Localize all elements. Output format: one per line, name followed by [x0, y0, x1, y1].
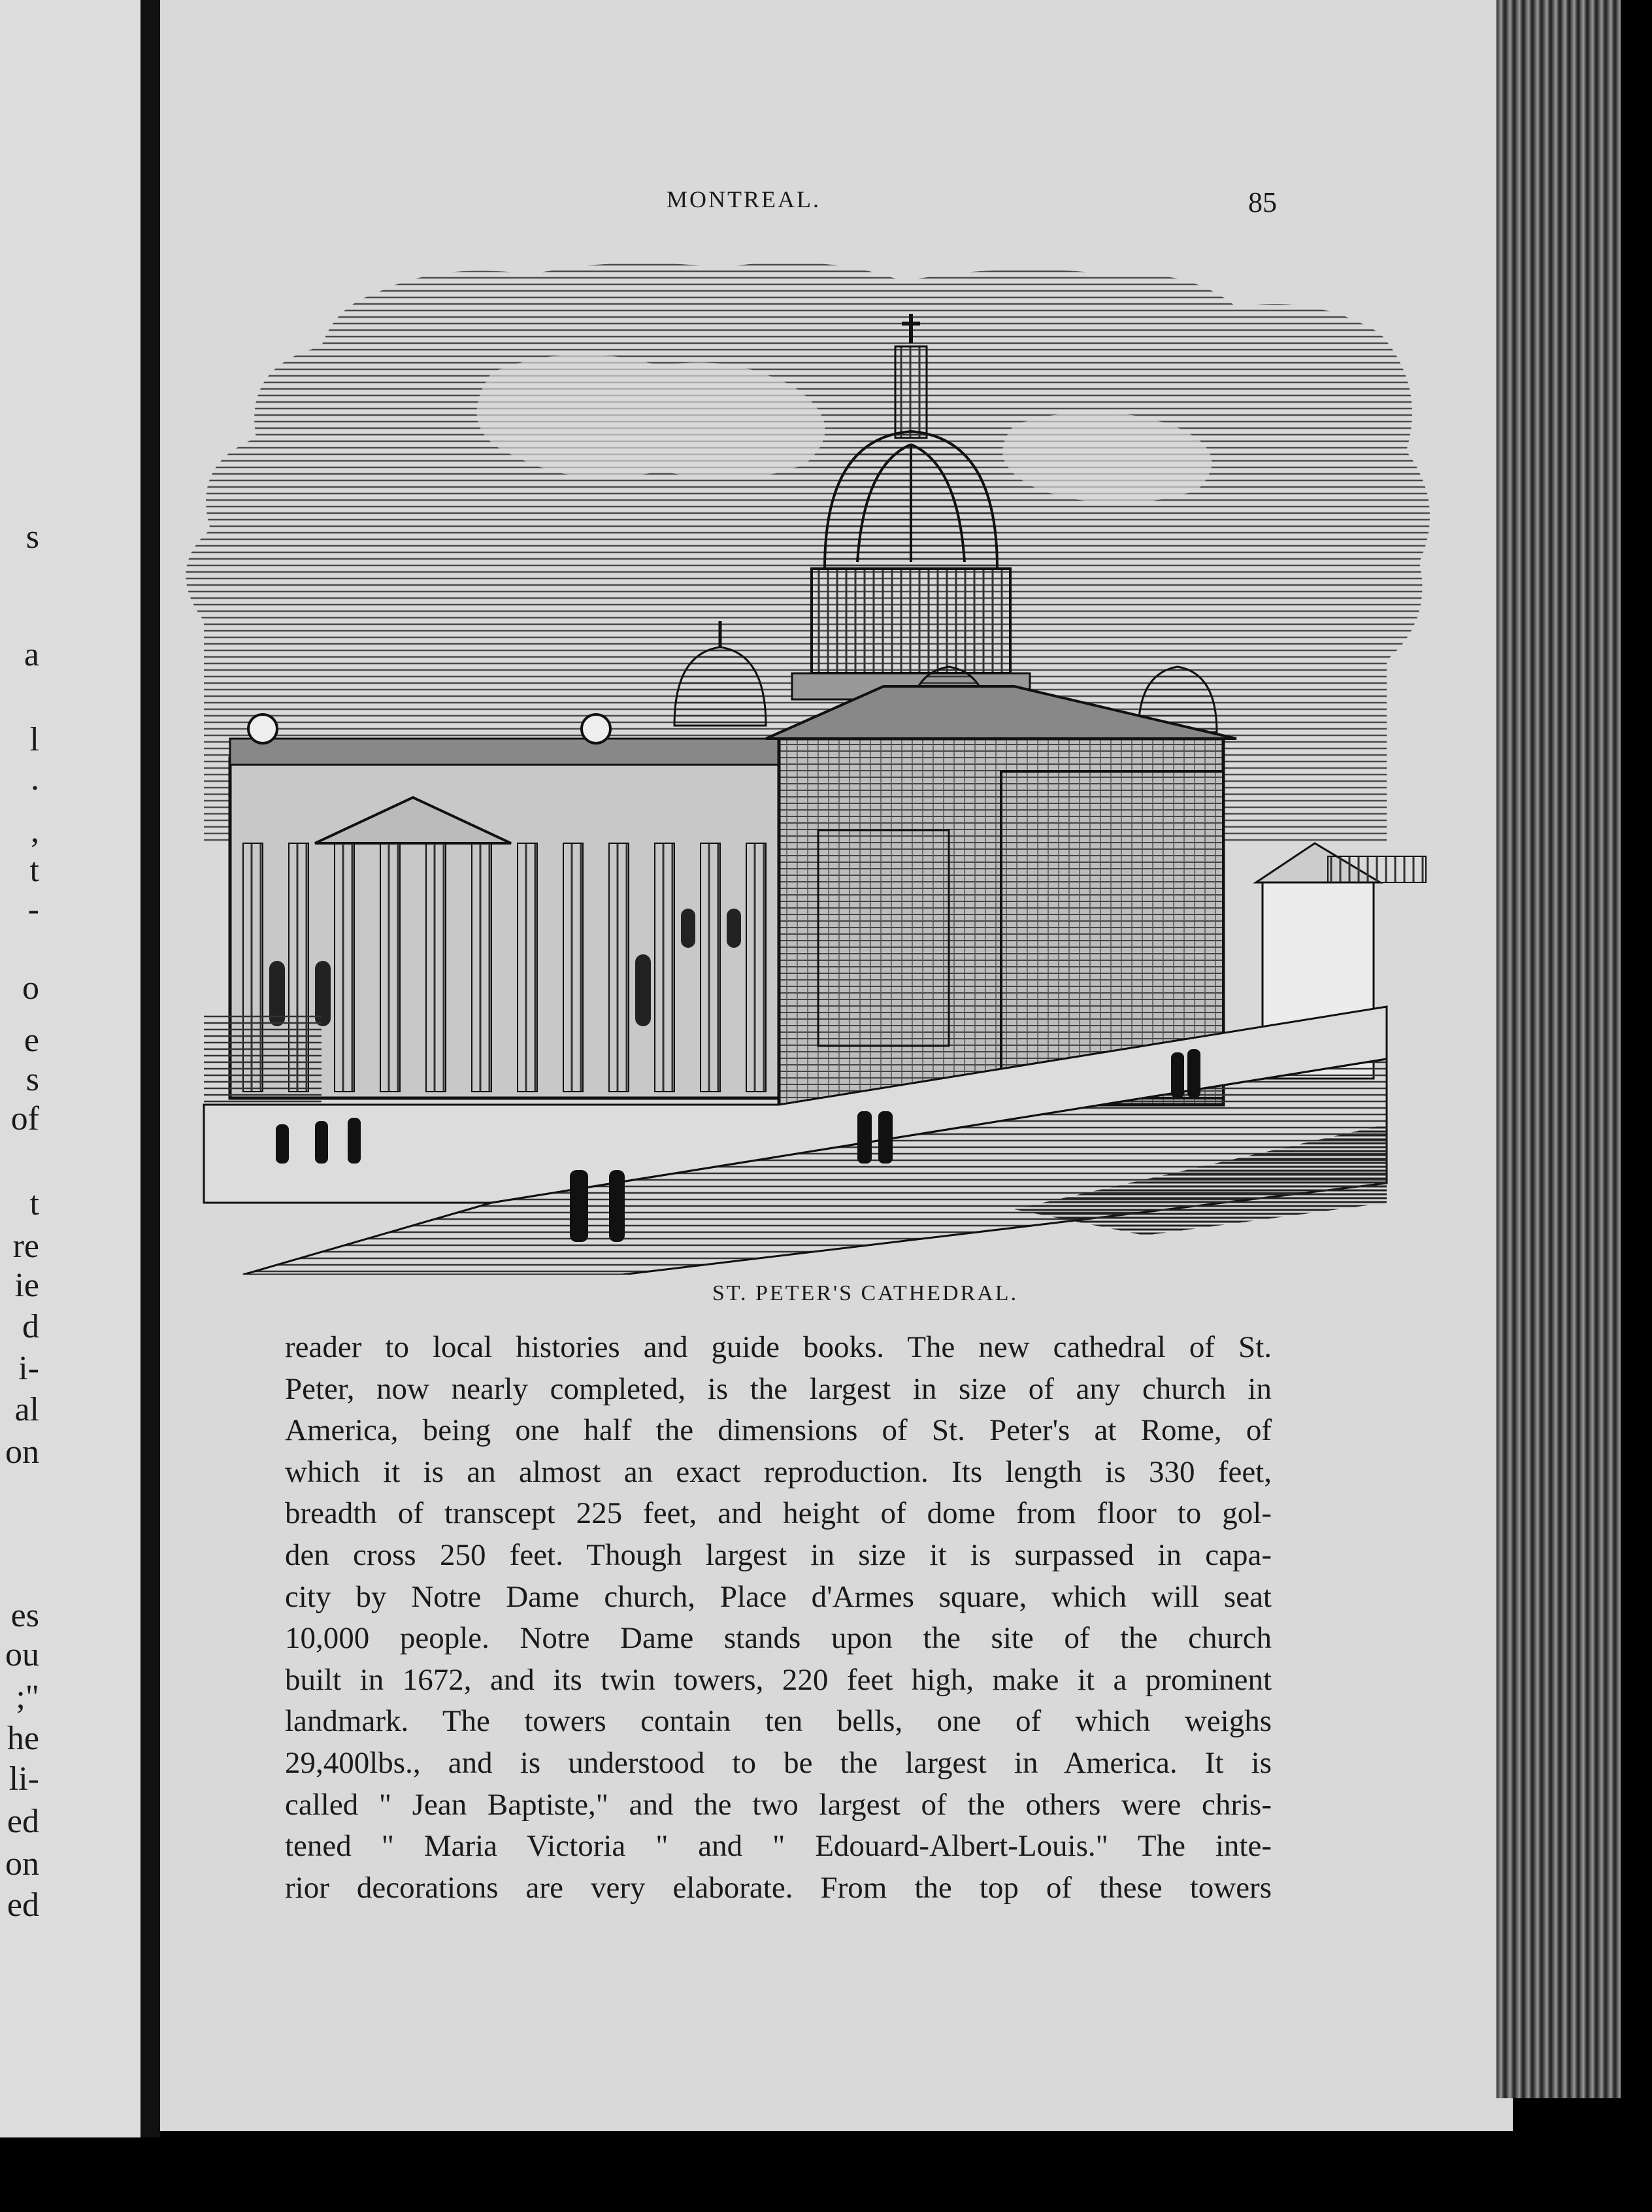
text-line: tened " Maria Victoria " and " Edouard-Albert-Louis." The inte- [285, 1829, 1272, 1864]
text-line: city by Notre Dame church, Place d'Armes square, which will seat [285, 1579, 1272, 1614]
left-fragment: s [25, 518, 39, 556]
left-fragment: of [10, 1100, 39, 1137]
text-line: 29,400lbs., and is understood to be the largest in America. It is [285, 1745, 1272, 1780]
left-fragment: al [14, 1391, 39, 1428]
left-fragment: on [5, 1433, 39, 1471]
cathedral-engraving [165, 255, 1438, 1275]
left-fragment: on [5, 1845, 39, 1883]
left-fragment: ie [14, 1267, 39, 1304]
left-fragment: he [7, 1720, 39, 1757]
left-fragment: ;" [16, 1679, 39, 1716]
left-fragment: ed [7, 1886, 39, 1924]
left-fragment: ed [7, 1803, 39, 1840]
text-line: America, being one half the dimensions of St. Peter's at Rome, of [285, 1413, 1272, 1448]
left-fragment: . [31, 760, 39, 797]
left-fragment: es [10, 1597, 39, 1634]
left-fragment: re [12, 1228, 39, 1265]
text-line: rior decorations are very elaborate. From the top of these towers [285, 1870, 1272, 1905]
left-fragment: li- [8, 1760, 39, 1798]
figure-caption: ST. PETER'S CATHEDRAL. [712, 1281, 1019, 1305]
text-line: reader to local histories and guide books. The new cathedral of St. [285, 1330, 1272, 1364]
text-line: landmark. The towers contain ten bells, one of which weighs [285, 1704, 1272, 1739]
book-gutter [140, 0, 160, 2137]
left-fragment: ou [5, 1636, 39, 1673]
text-line: breadth of transcept 225 feet, and height of dome from floor to gol- [285, 1496, 1272, 1531]
left-fragment: e [24, 1022, 39, 1059]
running-head: MONTREAL. [667, 186, 821, 212]
text-line: called " Jean Baptiste," and the two largest of the others were chris- [285, 1787, 1272, 1822]
left-fragment: a [24, 636, 39, 673]
left-fragment: i- [18, 1350, 39, 1387]
left-fragment: - [27, 891, 39, 928]
left-fragment: l [29, 721, 39, 758]
text-line: den cross 250 feet. Though largest in size it is surpassed in capa- [285, 1537, 1272, 1572]
left-fragment: o [22, 969, 39, 1007]
left-fragment: s [25, 1061, 39, 1098]
text-line: which it is an almost an exact reproduction. Its length is 330 feet, [285, 1454, 1272, 1489]
text-line: built in 1672, and its twin towers, 220 feet high, make it a prominent [285, 1662, 1272, 1697]
page-number: 85 [1248, 186, 1277, 218]
left-fragment: d [22, 1308, 39, 1345]
text-line: 10,000 people. Notre Dame stands upon the site of the church [285, 1621, 1272, 1656]
body-text [285, 1327, 1272, 1909]
facing-page-edge [0, 0, 152, 2137]
left-fragment: t [29, 1185, 39, 1222]
text-line: Peter, now nearly completed, is the largest in size of any church in [285, 1371, 1272, 1406]
left-fragment: , [31, 813, 39, 850]
page-block-edges [1496, 0, 1621, 2098]
left-fragment: t [29, 852, 39, 889]
